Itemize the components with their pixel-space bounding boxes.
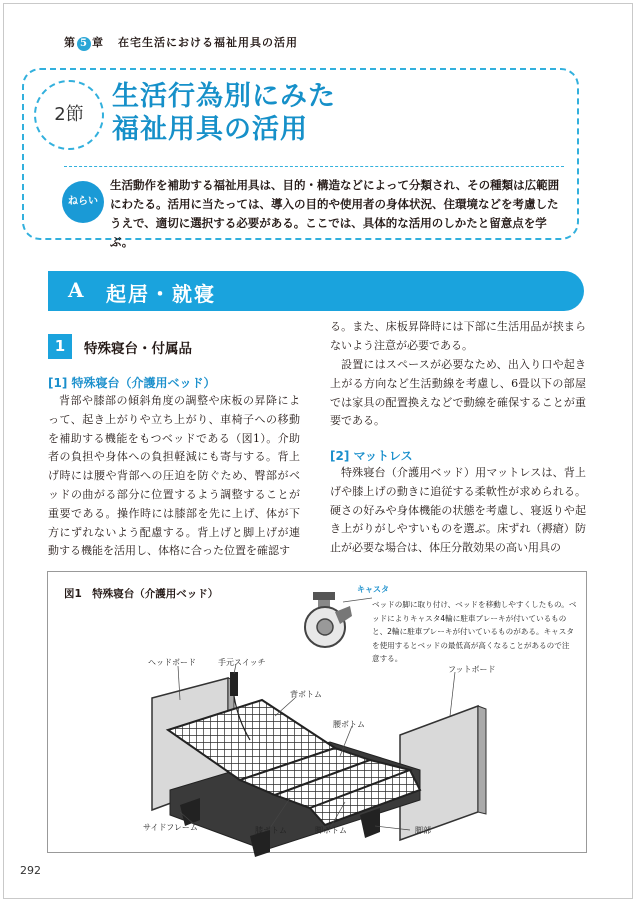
label-waist-bottom: 腰ボトム [333, 720, 365, 729]
caster-leader-line [343, 598, 372, 602]
label-knee-bottom: 膝ボトム [255, 826, 287, 835]
caster-description: ベッドの脚に取り付け、ベッドを移動しやすくしたもの。ベッドによりキャスタ4輪に駐車ブレーキが付いているものと、2輪に駐車ブレーキが付いているものがある。キャスタを使用するとベッドの最低高が高くなることがあるので注意する。 [372, 600, 577, 664]
page-number: 292 [20, 864, 41, 877]
caster-wheel-icon [305, 592, 352, 647]
chapter-title: 在宅生活における福祉用具の活用 [118, 36, 298, 49]
figure-title: 図1 特殊寝台（介護用ベッド） [64, 588, 219, 600]
aim-text: 生活動作を補助する福祉用具は、目的・構造などによって分類され、その種類は広範囲にわたる。活用に当たっては、導入の目的や使用者の身体状況、住環境などを考慮したうえで、適切に選択する必要がある。ここでは、具体的な活用のしかたと留意点を学ぶ。 [110, 178, 560, 249]
hand-switch-shape [230, 672, 238, 696]
banner-title: 起居・就寝 [106, 282, 216, 306]
label-footboard: フットボード [448, 665, 496, 674]
section-title-line1: 生活行為別にみた [112, 81, 336, 112]
right-body-text-1: る。また、床板昇降時には下部に生活用品が挟まらないよう注意が必要である。 [330, 320, 586, 352]
label-headboard: ヘッドボード [148, 658, 196, 667]
section-badge: 2節 [34, 80, 104, 150]
label-side-frame: サイドフレーム [143, 823, 198, 832]
chapter-number: 5 [77, 37, 91, 51]
chapter-suffix: 章 [92, 36, 104, 49]
right-body-text-3: 特殊寝台（介護用ベッド）用マットレスは、背上げや膝上げの動きに追従する柔軟性が求められる。硬さの好みや身体機能の状態を考慮し、寝返りや起き上がりがしやすいものを選ぶ。床ずれ（褥瘡）防止が必要な場合は、体圧分散効果の高い用具の [330, 466, 586, 555]
left-heading: [1] 特殊寝台（介護用ベッド） [48, 376, 216, 390]
label-back-bottom: 背ボトム [290, 690, 322, 699]
left-body-text: 背部や膝部の傾斜角度の調整や床板の昇降によって、起き上がりや立ち上がり、車椅子への移動を補助する機能をもつベッドである（図1）。介助者の負担や身体への負担軽減にも寄与する。背上げ時には腰や背部への圧迫を防ぐため、臀部がベッドの曲がる部分に位置するよう調整することが重要である。操作時には膝部を先に上げ、体が下方にずれないよう配慮する。背上げと脚上げが連動する機能を活用し、体格に合った位置を確認す [48, 394, 300, 558]
subsection-number: 1 [48, 334, 72, 359]
label-hand-switch: 手元スイッチ [218, 658, 266, 667]
right-heading: [2] マットレス [330, 449, 413, 463]
aim-badge: ねらい [62, 181, 104, 223]
label-leg: 脚部 [415, 826, 431, 835]
banner-letter: A [68, 278, 84, 302]
right-body-text-2: 設置にはスペースが必要なため、出入り口や起き上がる方向など生活動線を考慮し、6畳以下の部屋では家具の配置換えなどで動線を確保することが重要である。 [330, 358, 586, 428]
subsection-title: 特殊寝台・付属品 [84, 341, 192, 357]
label-leg-bottom: 脚ボトム [315, 826, 347, 835]
chapter-prefix: 第 [64, 36, 76, 49]
caster-title: キャスタ [357, 585, 389, 594]
section-title-line2: 福祉用具の活用 [112, 114, 308, 145]
